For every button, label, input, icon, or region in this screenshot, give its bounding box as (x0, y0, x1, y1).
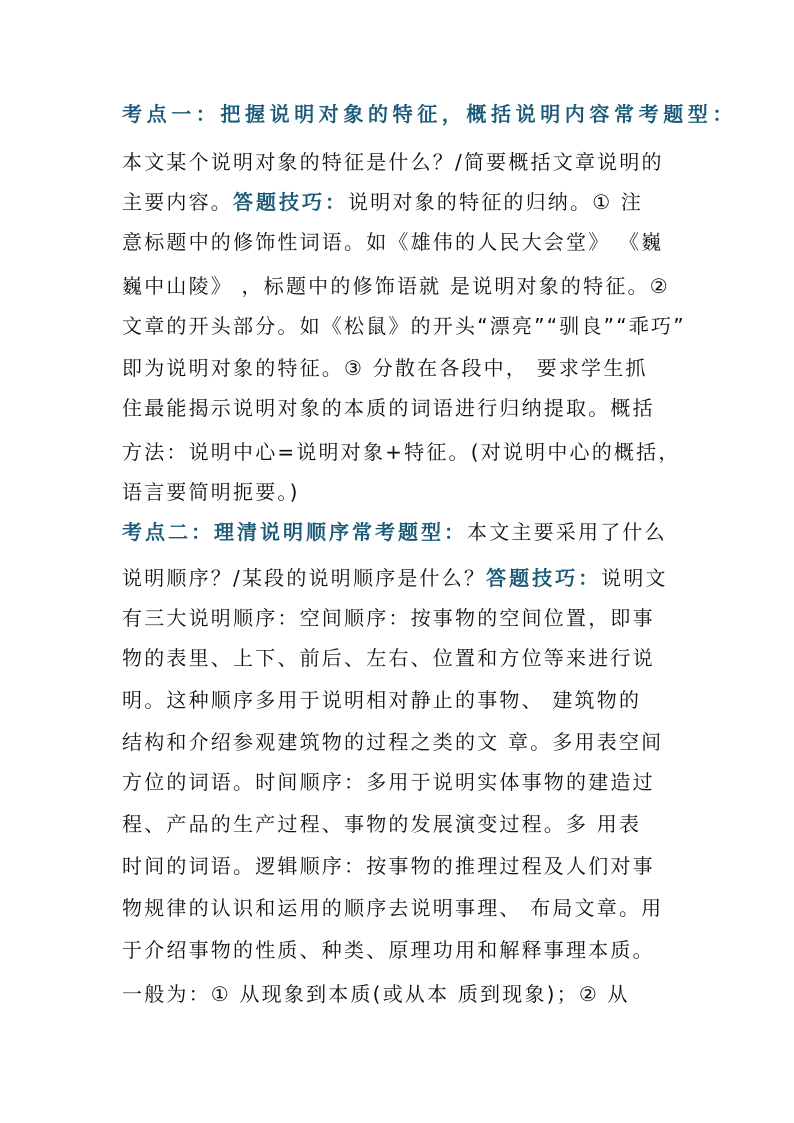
text-segment: 方位的词语。时间顺序：多用于说明实体事物的建造过 (122, 770, 655, 794)
text-segment: 有三大说明顺序：空间顺序：按事物的空间位置，即事 (122, 606, 655, 630)
text-line (122, 188, 682, 216)
text-line (122, 478, 682, 506)
text-line (122, 980, 682, 1008)
text-segment: 说明对象的特征的归纳。① 注 (348, 190, 644, 214)
text-segment: 时间的词语。逻辑顺序：按事物的推理过程及人们对事 (122, 854, 655, 878)
text-segment: 本文主要采用了什么 (467, 520, 667, 544)
text-line (122, 852, 682, 880)
text-segment: 明。这种顺序多用于说明相对静止的事物、 建筑物的 (122, 688, 642, 712)
text-line (122, 312, 686, 340)
text-line (122, 686, 682, 714)
heading-kaodian-1 (122, 100, 737, 128)
text-line (122, 272, 682, 300)
text-line (122, 438, 682, 466)
text-segment: 结构和介绍参观建筑物的过程之类的文 章。多用表空间 (122, 730, 664, 754)
text-line (122, 936, 682, 964)
text-segment: 本文某个说明对象的特征是什么？/简要概括文章说明的 (122, 150, 664, 174)
text-segment: 意标题中的修饰性词语。如《雄伟的人民大会堂》 《巍 (122, 230, 664, 254)
answer-tip-label: 答题技巧： (486, 566, 602, 590)
text-segment: 说明顺序？/某段的说明顺序是什么？ (122, 566, 487, 590)
text-segment: 物的表里、上下、前后、左右、位置和方位等来进行说 (122, 646, 655, 670)
text-line (122, 604, 682, 632)
text-segment: 于介绍事物的性质、种类、原理功用和解释事理本质。 (122, 938, 655, 962)
text-line (122, 394, 682, 422)
text-segment: 住最能揭示说明对象的本质的词语进行归纳提取。概括 (122, 396, 655, 420)
answer-tip-label: 答题技巧： (233, 190, 348, 214)
text-line (122, 894, 682, 922)
text-line (122, 810, 682, 838)
text-segment: 主要内容。 (122, 190, 233, 214)
text-segment: 物规律的认识和运用的顺序去说明事理、 布局文章。用 (122, 896, 664, 920)
text-line (122, 768, 682, 796)
text-segment: 巍中山陵》 ，标题中的修饰语就 是说明对象的特征。② (122, 274, 670, 298)
text-segment: 文章的开头部分。如《松鼠》的开头“漂亮”“驯良”“乖巧” (122, 314, 686, 338)
text-segment: 说明文 (601, 566, 668, 590)
text-segment: 即为说明对象的特征。③ 分散在各段中， 要求学生抓 (122, 356, 648, 380)
text-line (122, 728, 682, 756)
text-segment: 语言要简明扼要。) (122, 480, 300, 504)
text-line (122, 228, 682, 256)
text-line (122, 564, 682, 592)
heading-kaodian-2 (122, 518, 682, 546)
text-segment: 一般为：① 从现象到本质(或从本 质到现象)；② 从 (122, 982, 630, 1006)
text-line (122, 148, 682, 176)
text-segment: 考点一：把握说明对象的特征，概括说明内容常考题型： (122, 102, 737, 126)
text-segment: 程、产品的生产过程、事物的发展演变过程。多 用表 (122, 812, 642, 836)
text-line (122, 644, 682, 672)
text-segment: 考点二：理清说明顺序常考题型： (122, 520, 467, 544)
text-line (122, 354, 682, 382)
text-segment: 方法：说明中心=说明对象+特征。(对说明中心的概括， (122, 440, 681, 464)
